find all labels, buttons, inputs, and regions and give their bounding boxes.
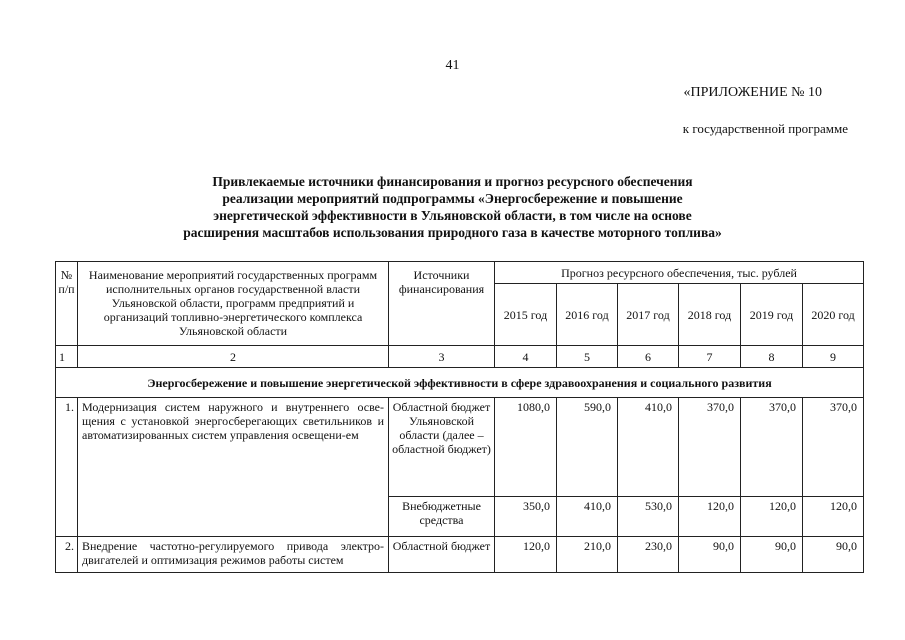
- column-number: 5: [557, 346, 618, 368]
- header-source: Источники финансирования: [389, 262, 495, 346]
- value-cell: 90,0: [803, 537, 864, 573]
- table-row: [56, 398, 864, 497]
- column-number: 7: [679, 346, 741, 368]
- value-cell: 90,0: [679, 537, 741, 573]
- table-row: [56, 537, 864, 573]
- value-cell: 530,0: [618, 497, 679, 537]
- title-line: реализации мероприятий подпрограммы «Энергосбережение и повышение: [222, 191, 683, 206]
- column-number: 3: [389, 346, 495, 368]
- header-year: 2018 год: [679, 284, 741, 346]
- funding-source: Областной бюджет: [389, 537, 495, 573]
- column-number: 6: [618, 346, 679, 368]
- header-year: 2016 год: [557, 284, 618, 346]
- row-number: 1.: [56, 398, 78, 537]
- row-number: 2.: [56, 537, 78, 573]
- title-line: Привлекаемые источники финансирования и прогноз ресурсного обеспечения: [212, 174, 693, 189]
- column-number: 9: [803, 346, 864, 368]
- column-number: 4: [495, 346, 557, 368]
- value-cell: 350,0: [495, 497, 557, 537]
- value-cell: 410,0: [557, 497, 618, 537]
- header-forecast: Прогноз ресурсного обеспечения, тыс. рублей: [495, 262, 864, 284]
- value-cell: 230,0: [618, 537, 679, 573]
- value-cell: 90,0: [741, 537, 803, 573]
- funding-table: [55, 261, 864, 573]
- title-line: энергетической эффективности в Ульяновской области, в том числе на основе: [213, 208, 692, 223]
- header-year: 2017 год: [618, 284, 679, 346]
- header-year: 2019 год: [741, 284, 803, 346]
- title-line: расширения масштабов использования природного газа в качестве моторного топлива»: [183, 225, 722, 240]
- value-cell: 370,0: [803, 398, 864, 497]
- header-name: Наименование мероприятий государственных программ исполнительных органов государственной власти Ульяновской области, программ предприятий и организаций топливно-энергетического комплекса Ульяновской области: [78, 262, 389, 346]
- measure-name: Модернизация систем наружного и внутреннего осве-щения с установкой энергосберегающих светильников и автоматизированных систем управления освещени-ем: [78, 398, 389, 537]
- value-cell: 590,0: [557, 398, 618, 497]
- section-title: Энергосбережение и повышение энергетической эффективности в сфере здравоохранения и социального развития: [56, 368, 864, 398]
- header-num: № п/п: [56, 262, 78, 346]
- value-cell: 120,0: [679, 497, 741, 537]
- funding-source: Областной бюджет Ульяновской области (далее – областной бюджет): [389, 398, 495, 497]
- column-number: 8: [741, 346, 803, 368]
- value-cell: 370,0: [741, 398, 803, 497]
- funding-source: Внебюджетные средства: [389, 497, 495, 537]
- value-cell: 120,0: [741, 497, 803, 537]
- column-number: 2: [78, 346, 389, 368]
- value-cell: 210,0: [557, 537, 618, 573]
- value-cell: 120,0: [803, 497, 864, 537]
- document-title: [120, 173, 785, 241]
- value-cell: 410,0: [618, 398, 679, 497]
- value-cell: 370,0: [679, 398, 741, 497]
- appendix-label: «ПРИЛОЖЕНИЕ № 10: [683, 85, 822, 100]
- column-number: 1: [56, 346, 78, 368]
- measure-name: Внедрение частотно-регулируемого привода электро-двигателей и оптимизация режимов работы систем: [78, 537, 389, 573]
- appendix-subtitle: к государственной программе: [682, 121, 848, 136]
- header-year: 2015 год: [495, 284, 557, 346]
- value-cell: 120,0: [495, 537, 557, 573]
- header-year: 2020 год: [803, 284, 864, 346]
- page-number: 41: [445, 58, 460, 73]
- value-cell: 1080,0: [495, 398, 557, 497]
